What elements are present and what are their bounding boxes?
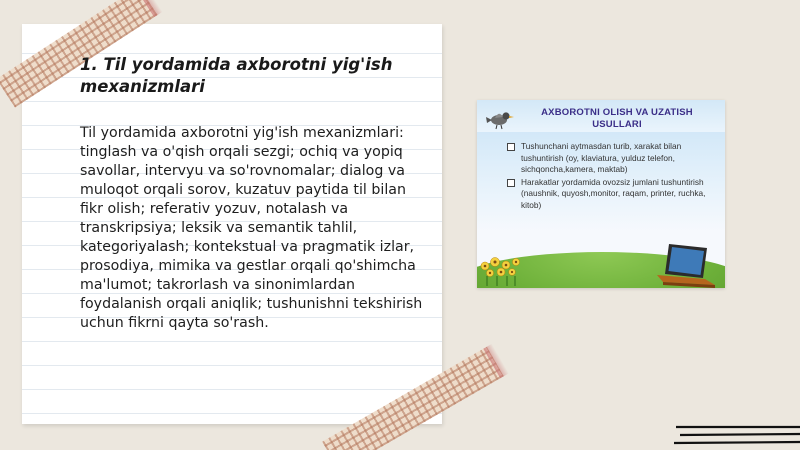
checkbox-bullet-icon bbox=[507, 179, 515, 187]
image-list-item-text: Tushunchani aytmasdan turib, xarakat bilan tushuntirish (oy, klaviatura, yulduz telefon, sichqoncha,kamera, maktab) bbox=[521, 141, 682, 174]
image-title: AXBOROTNI OLISH VA UZATISH USULLARI bbox=[541, 107, 693, 130]
image-list-item-text: Harakatlar yordamida ovozsiz jumlani tushuntirish (naushnik, quyosh,monitor, raqam, printer, ruchka, kitob) bbox=[521, 176, 706, 210]
image-list-item bbox=[501, 177, 723, 212]
slide-body-text: Til yordamida axborotni yig'ish mexanizmlari: tinglash va o'qish orqali sezgi; ochiq va yopiq savollar, intervyu va so'rovnomalar; dialog va muloqot orqali sorov, kuzatuv paytida til bilan fikr olish; referativ yozuv, notalash va transkripsiya; leksik va semantik tahlil, kategoriyalash; kontekstual va pragmatik izlar, prosodiya, mimika va gestlar orqali qo'shimcha ma'lumot; takrorlash va sinonimlardan foydalanish orqali aniqlik; tushunishni tekshirish uchun fikrni qayta so'rash. bbox=[80, 125, 423, 331]
checkbox-bullet-icon bbox=[507, 143, 515, 151]
slide-heading: 1. Til yordamida axborotni yig'ish mexanizmlari bbox=[80, 55, 393, 96]
bird-icon bbox=[486, 108, 514, 130]
decorative-lines bbox=[668, 420, 800, 446]
laptop-icon bbox=[653, 242, 719, 288]
embedded-slide-image bbox=[477, 100, 725, 288]
image-list-item bbox=[501, 141, 723, 176]
flowers-icon bbox=[477, 252, 527, 288]
image-bullet-list bbox=[501, 141, 723, 212]
